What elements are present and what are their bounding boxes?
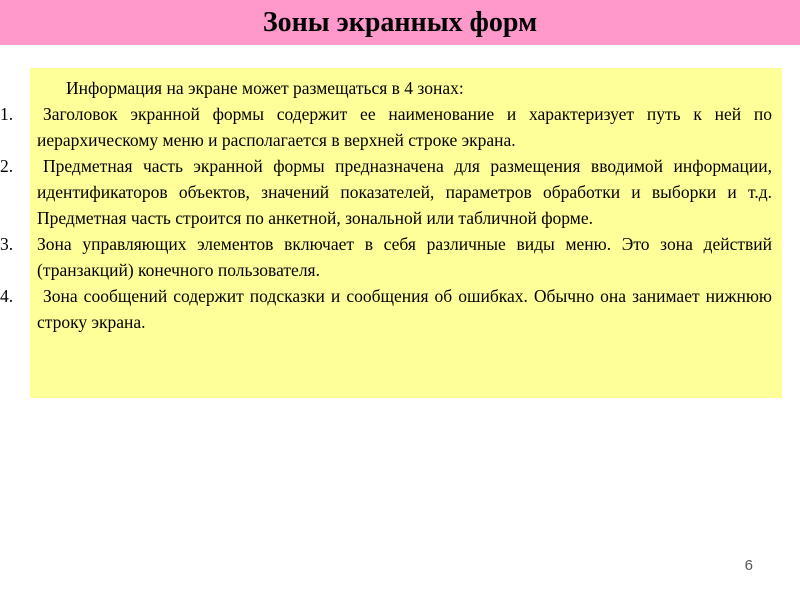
list-item bbox=[0, 231, 772, 283]
page-number: 6 bbox=[744, 557, 753, 574]
list-item bbox=[0, 283, 772, 335]
content-box bbox=[0, 68, 782, 398]
intro-text: Информация на экране может размещаться в 4 зонах: bbox=[66, 78, 464, 98]
slide-title: Зоны экранных форм bbox=[262, 6, 538, 38]
list-item bbox=[0, 153, 772, 231]
title-bar bbox=[0, 0, 800, 45]
list-item-text: Заголовок экранной формы содержит ее наименование и характеризует путь к ней по иерархическому меню и располагается в верхней строке экрана. bbox=[37, 104, 772, 150]
list-item-text: Зона управляющих элементов включает в себя различные виды меню. Это зона действий (транзакций) конечного пользователя. bbox=[37, 234, 772, 280]
list-item-number: 3. bbox=[0, 234, 14, 254]
list-item-number: 2. bbox=[0, 156, 14, 176]
list-item-number: 1. bbox=[0, 104, 14, 124]
list-item-text: Предметная часть экранной формы предназначена для размещения вводимой информации, идентификаторов объектов, значений показателей, параметров обработки и выборки и т.д. Предметная часть строится по анкетной, зональной или табличной форме. bbox=[37, 156, 772, 228]
list-item-text: Зона сообщений содержит подсказки и сообщения об ошибках. Обычно она занимает нижнюю строку экрана. bbox=[37, 286, 772, 332]
list-item bbox=[0, 101, 772, 153]
zones-list bbox=[0, 101, 772, 335]
list-item-number: 4. bbox=[0, 286, 14, 306]
